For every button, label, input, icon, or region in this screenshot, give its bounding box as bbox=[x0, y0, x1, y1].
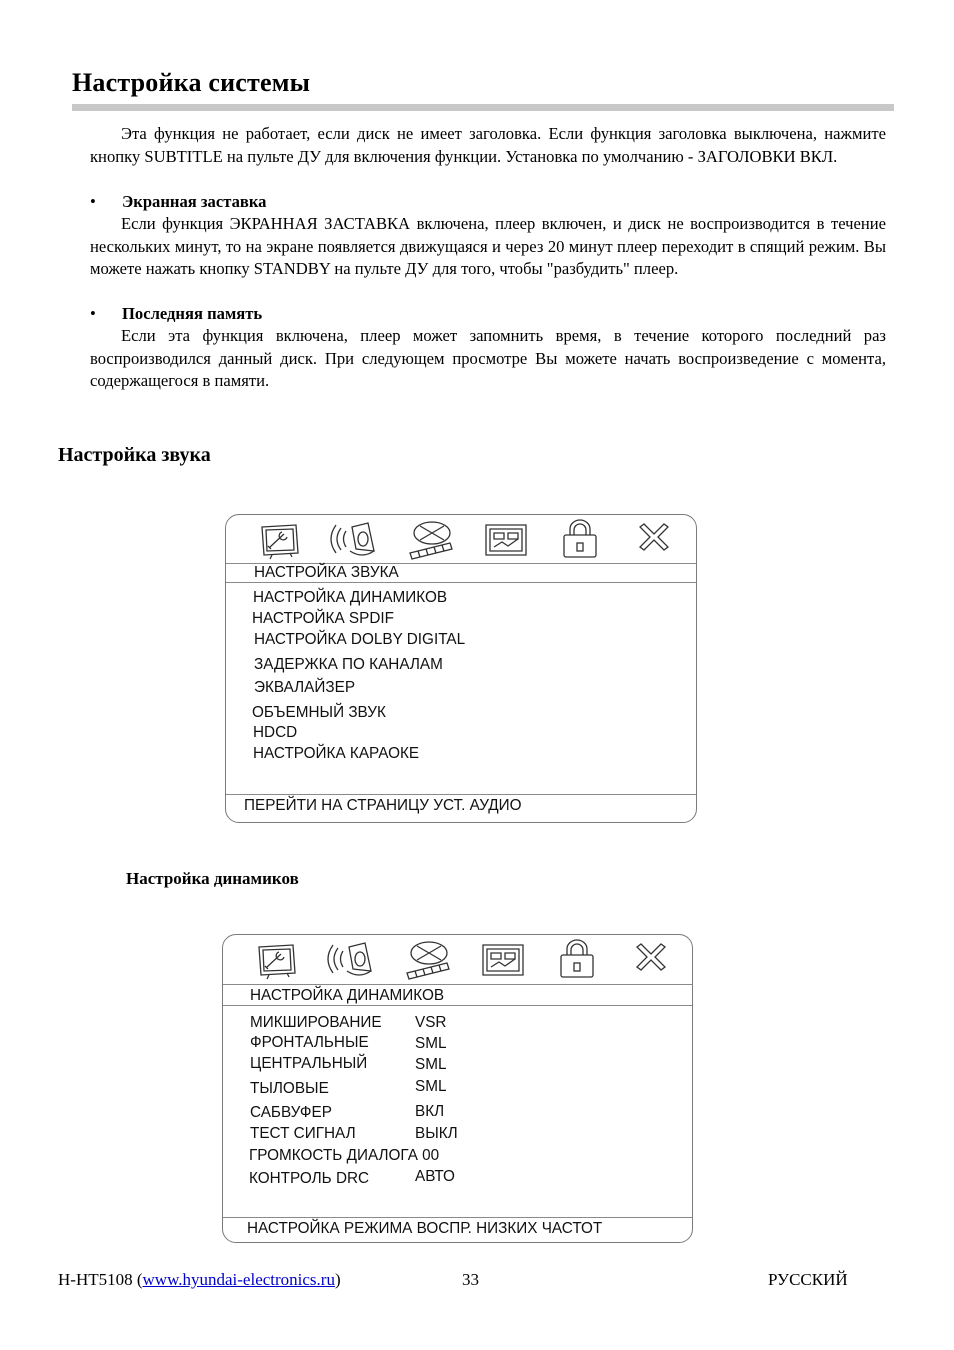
row-label-center[interactable]: ЦЕНТРАЛЬНЫЙ bbox=[250, 1055, 368, 1072]
row-value-subwoofer: ВКЛ bbox=[415, 1103, 445, 1120]
menu-item-dolby-digital-setup[interactable]: НАСТРОЙКА DOLBY DIGITAL bbox=[254, 631, 466, 648]
audio-setup-icon[interactable] bbox=[330, 519, 378, 561]
menu-item-karaoke-setup[interactable]: НАСТРОЙКА КАРАОКЕ bbox=[253, 745, 420, 762]
row-value-center: SML bbox=[415, 1056, 447, 1073]
preference-icon[interactable] bbox=[482, 519, 530, 561]
footer-language: РУССКИЙ bbox=[768, 1270, 848, 1289]
row-label-front[interactable]: ФРОНТАЛЬНЫЕ bbox=[250, 1034, 369, 1051]
video-setup-icon[interactable] bbox=[406, 519, 454, 561]
page-number: 33 bbox=[462, 1270, 479, 1289]
last-memory-paragraph: Если эта функция включена, плеер может запомнить время, в течение которого последний раз воспроизводился данный диск. При следующем просмотре Вы можете начать воспроизведение с момента, содержащегося в памяти. bbox=[90, 326, 886, 390]
row-value-downmix: VSR bbox=[415, 1014, 447, 1031]
screensaver-paragraph: Если функция ЭКРАННАЯ ЗАСТАВКА включена, плеер включен, и диск не воспроизводится в течение нескольких минут, то на экране появляется движущаяся и через 20 минут плеер переходит в спящий режим. Вы можете нажать кнопку STANDBY на пульте ДУ для того, чтобы "разбудить" плеер. bbox=[90, 214, 886, 278]
video-setup-icon[interactable] bbox=[403, 939, 451, 981]
password-lock-icon[interactable] bbox=[553, 939, 601, 981]
password-lock-icon[interactable] bbox=[556, 519, 604, 561]
general-setup-icon[interactable] bbox=[253, 939, 301, 981]
divider bbox=[223, 1005, 692, 1006]
menu-icon-bar bbox=[226, 515, 696, 563]
bullet-heading: Экранная заставка bbox=[122, 192, 267, 211]
section-audio-heading: Настройка звука bbox=[58, 444, 211, 466]
menu-icon-bar bbox=[223, 935, 692, 983]
menu-item-hdcd[interactable]: HDCD bbox=[253, 724, 298, 741]
page-title: Настройка системы bbox=[72, 68, 311, 97]
menu-status-line: НАСТРОЙКА РЕЖИМА ВОСПР. НИЗКИХ ЧАСТОТ bbox=[247, 1220, 603, 1237]
footer-model-close: ) bbox=[334, 1270, 341, 1289]
section-speakers-heading: Настройка динамиков bbox=[126, 869, 299, 888]
row-dialog-volume[interactable] bbox=[249, 1147, 439, 1165]
footer-website-link[interactable]: www.hyundai-electronics.ru bbox=[142, 1270, 335, 1289]
divider bbox=[223, 984, 692, 985]
row-value-drc: АВТО bbox=[415, 1168, 455, 1185]
row-value-rear: SML bbox=[415, 1078, 447, 1095]
exit-icon[interactable] bbox=[627, 939, 675, 981]
row-label-rear[interactable]: ТЫЛОВЫЕ bbox=[250, 1080, 329, 1097]
menu-status-line: ПЕРЕЙТИ НА СТРАНИЦУ УСТ. АУДИО bbox=[244, 797, 522, 814]
bullet-dot: • bbox=[90, 304, 96, 323]
row-value-dialog-volume: 00 bbox=[422, 1147, 440, 1164]
audio-setup-icon[interactable] bbox=[327, 939, 375, 981]
row-value-test-tone: ВЫКЛ bbox=[415, 1125, 458, 1142]
speaker-setup-menu bbox=[222, 934, 693, 1243]
menu-item-channel-delay[interactable]: ЗАДЕРЖКА ПО КАНАЛАМ bbox=[254, 656, 443, 673]
menu-item-equalizer[interactable]: ЭКВАЛАЙЗЕР bbox=[254, 679, 356, 696]
general-setup-icon[interactable] bbox=[256, 519, 304, 561]
bullet-screensaver bbox=[90, 192, 266, 212]
exit-icon[interactable] bbox=[630, 519, 678, 561]
menu-header: НАСТРОЙКА ДИНАМИКОВ bbox=[250, 987, 445, 1004]
row-label-dialog-volume: ГРОМКОСТЬ ДИАЛОГА bbox=[249, 1147, 418, 1164]
divider bbox=[223, 1217, 692, 1218]
divider bbox=[226, 794, 696, 795]
footer-model bbox=[58, 1270, 341, 1290]
menu-item-speaker-setup[interactable]: НАСТРОЙКА ДИНАМИКОВ bbox=[253, 589, 448, 606]
divider bbox=[226, 582, 696, 583]
row-label-test-tone[interactable]: ТЕСТ СИГНАЛ bbox=[250, 1125, 356, 1142]
row-value-front: SML bbox=[415, 1035, 447, 1052]
row-label-downmix[interactable]: МИКШИРОВАНИЕ bbox=[250, 1014, 382, 1031]
menu-item-spdif-setup[interactable]: НАСТРОЙКА SPDIF bbox=[252, 610, 394, 627]
title-rule bbox=[72, 104, 894, 111]
row-label-subwoofer[interactable]: САБВУФЕР bbox=[250, 1104, 332, 1121]
menu-header: НАСТРОЙКА ЗВУКА bbox=[254, 564, 399, 581]
footer-model-text: H-HT5108 ( bbox=[58, 1270, 143, 1289]
menu-item-surround-sound[interactable]: ОБЪЕМНЫЙ ЗВУК bbox=[252, 704, 386, 721]
intro-paragraph: Эта функция не работает, если диск не имеет заголовка. Если функция заголовка выключена, нажмите кнопку SUBTITLE на пульте ДУ для включения функции. Установка по умолчанию - ЗАГОЛОВКИ ВКЛ. bbox=[90, 124, 886, 166]
bullet-heading: Последняя память bbox=[122, 304, 263, 323]
bullet-dot: • bbox=[90, 192, 96, 211]
preference-icon[interactable] bbox=[479, 939, 527, 981]
audio-setup-menu bbox=[225, 514, 697, 823]
bullet-last-memory bbox=[90, 304, 262, 324]
row-label-drc[interactable]: КОНТРОЛЬ DRC bbox=[249, 1170, 370, 1187]
